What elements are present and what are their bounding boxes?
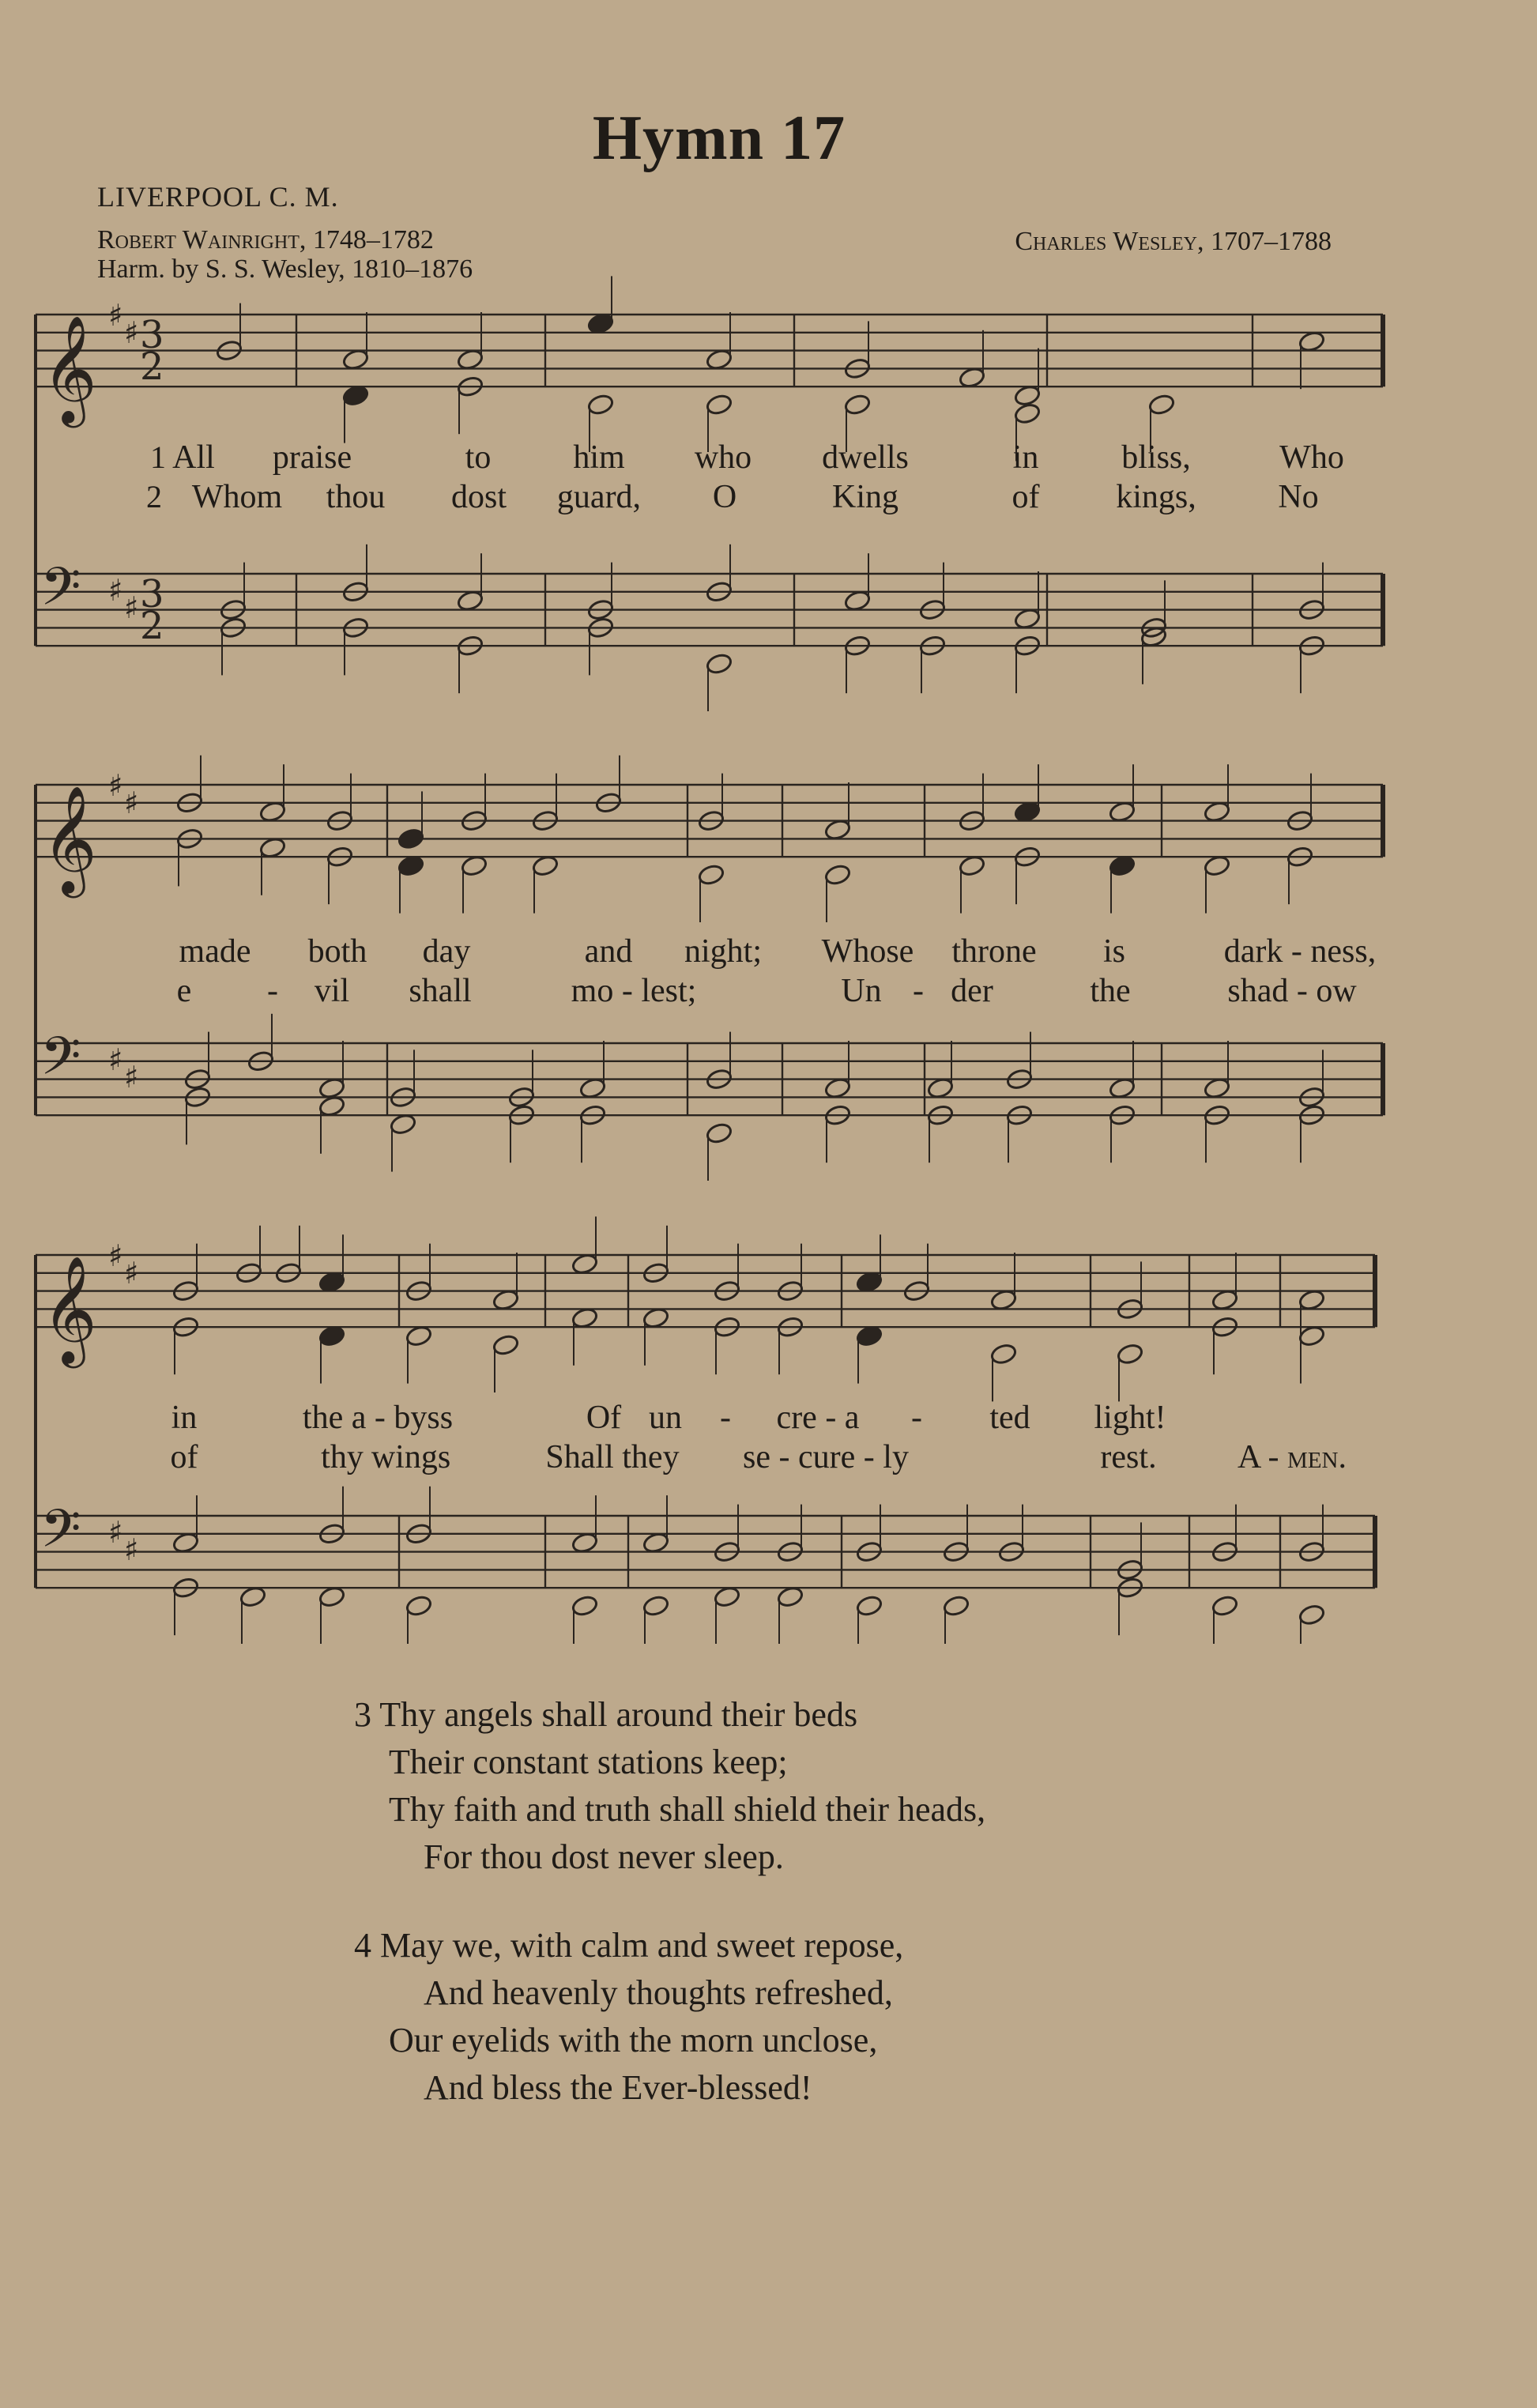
lyric-syllable: Shall they xyxy=(545,1439,680,1475)
sharp-icon: ♯ xyxy=(108,1515,123,1550)
lyric-syllable: der xyxy=(951,973,993,1009)
lyric-syllable: Whom xyxy=(191,479,283,515)
lyric-syllable: made xyxy=(179,933,251,970)
lyric-syllable: - xyxy=(267,973,278,1009)
lyric-syllable: - xyxy=(913,973,924,1009)
verse-number: 2 xyxy=(146,479,162,514)
sharp-icon: ♯ xyxy=(108,298,123,333)
lyric-syllable: wings xyxy=(371,1439,451,1475)
lyric-syllable: kings, xyxy=(1116,479,1196,515)
bass-note xyxy=(1013,607,1041,630)
lyric-syllable: night; xyxy=(684,933,763,970)
lyric-syllable: shad - ow xyxy=(1227,973,1357,1009)
lyric-syllable: and xyxy=(584,933,633,970)
stanza-line: Their constant stations keep; xyxy=(389,1743,788,1781)
lyric-syllable: light! xyxy=(1094,1400,1166,1436)
bass-note xyxy=(843,590,871,612)
lyric-syllable: thou xyxy=(326,479,386,515)
sharp-icon: ♯ xyxy=(124,1060,139,1095)
lyric-syllable: day xyxy=(422,933,471,970)
bass-note xyxy=(705,1121,733,1144)
treble-note xyxy=(642,1306,669,1329)
lyric-syllable: ted xyxy=(989,1400,1030,1436)
stanza-line: Thy faith and truth shall shield their heads, xyxy=(389,1790,986,1829)
time-signature-numerator: 3 xyxy=(140,313,164,357)
treble-note xyxy=(1108,801,1136,823)
sharp-icon: ♯ xyxy=(108,573,123,608)
stanza-line: Our eyelids with the morn unclose, xyxy=(389,2021,878,2059)
lyric-syllable: in xyxy=(171,1400,198,1436)
lyric-syllable: to xyxy=(465,439,492,476)
treble-note xyxy=(397,854,424,877)
bass-note xyxy=(1298,1603,1325,1626)
treble-note xyxy=(318,1271,345,1294)
lyric-syllable: throne xyxy=(951,933,1037,970)
treble-note xyxy=(460,854,488,877)
treble-note xyxy=(1298,330,1325,353)
time-signature-denominator: 2 xyxy=(140,345,164,389)
lyric-syllable: Who xyxy=(1279,439,1344,476)
lyric-syllable: thy xyxy=(321,1439,364,1475)
treble-note xyxy=(341,384,369,407)
bass-note xyxy=(776,1585,804,1608)
stanza-3 xyxy=(354,1691,985,1881)
treble-note xyxy=(705,348,733,371)
treble-clef-icon: 𝄞 xyxy=(42,784,97,894)
lyric-syllable: Un xyxy=(841,973,882,1009)
stanza-line: May we, with calm and sweet repose, xyxy=(380,1926,904,1965)
bass-note xyxy=(1203,1076,1230,1099)
stanza-line: And bless the Ever-blessed! xyxy=(424,2068,812,2107)
treble-note xyxy=(1013,384,1041,407)
treble-note xyxy=(586,393,614,416)
bass-note xyxy=(239,1585,266,1608)
stanza-number: 3 xyxy=(354,1695,371,1734)
bass-note xyxy=(318,1585,345,1608)
bass-note xyxy=(456,590,484,612)
treble-clef-icon: 𝄞 xyxy=(42,1254,97,1364)
treble-note xyxy=(989,1343,1017,1366)
bass-note xyxy=(318,1095,345,1117)
lyric-syllable: se - cure - ly xyxy=(743,1439,909,1475)
bass-note xyxy=(389,1113,416,1136)
sharp-icon: ♯ xyxy=(108,1238,123,1273)
lyric-syllable: in xyxy=(1012,439,1039,476)
treble-note xyxy=(571,1253,598,1276)
lyric-syllable: guard, xyxy=(556,479,642,515)
lyric-syllable: O xyxy=(712,479,737,515)
lyric-syllable: - xyxy=(720,1400,731,1436)
tune-name: LIVERPOOL C. M. xyxy=(97,181,339,213)
bass-note xyxy=(642,1532,669,1554)
bass-note xyxy=(855,1594,883,1617)
lyric-syllable: King xyxy=(832,479,898,515)
bass-note xyxy=(942,1594,970,1617)
treble-note xyxy=(1298,1288,1325,1311)
sharp-icon: ♯ xyxy=(108,768,123,803)
lyric-syllable: dost xyxy=(450,479,507,515)
treble-note xyxy=(341,348,369,371)
stanza-4 xyxy=(354,1922,903,2112)
bass-clef-icon: 𝄢 xyxy=(40,556,81,630)
treble-note xyxy=(843,393,871,416)
lyric-syllable: un xyxy=(649,1400,682,1436)
bass-note xyxy=(318,1076,345,1099)
treble-note xyxy=(1116,1343,1143,1366)
stanza-line: Thy angels shall around their beds xyxy=(379,1695,858,1734)
treble-note xyxy=(318,1325,345,1347)
treble-note xyxy=(989,1288,1017,1311)
lyric-syllable: of xyxy=(170,1439,198,1475)
lyric-syllable: who xyxy=(694,439,752,476)
lyric-syllable: praise xyxy=(272,439,352,476)
author-credit: Charles Wesley, 1707–1788 xyxy=(1015,227,1332,256)
lyric-syllable: - xyxy=(911,1400,922,1436)
treble-note xyxy=(258,801,286,823)
lyric-syllable: dark - ness, xyxy=(1223,933,1377,970)
treble-note xyxy=(1203,801,1230,823)
bass-note xyxy=(571,1594,598,1617)
treble-note xyxy=(958,854,985,877)
lyric-syllable: No xyxy=(1278,479,1319,515)
treble-note xyxy=(1203,854,1230,877)
treble-note xyxy=(823,818,851,841)
lyric-syllable: the a - byss xyxy=(302,1400,454,1436)
lyric-syllable: All xyxy=(172,439,215,476)
bass-note xyxy=(642,1594,669,1617)
treble-note xyxy=(1013,402,1041,425)
stanza-line: And heavenly thoughts refreshed, xyxy=(424,1973,893,2012)
treble-note xyxy=(823,863,851,886)
bass-note xyxy=(823,1076,851,1099)
treble-note xyxy=(397,827,424,850)
treble-note xyxy=(456,348,484,371)
treble-note xyxy=(1108,854,1136,877)
composer-credit: Robert Wainright, 1748–1782 xyxy=(97,225,434,254)
bass-note xyxy=(571,1532,598,1554)
treble-note xyxy=(586,312,614,335)
lyric-syllable: shall xyxy=(409,973,472,1009)
sharp-icon: ♯ xyxy=(124,1256,139,1291)
stanza-line: For thou dost never sleep. xyxy=(424,1837,784,1876)
bass-note xyxy=(578,1076,606,1099)
treble-note xyxy=(405,1325,432,1347)
lyric-syllable: A - men. xyxy=(1238,1439,1347,1475)
treble-note xyxy=(531,854,559,877)
sharp-icon: ♯ xyxy=(124,590,139,625)
treble-note xyxy=(571,1306,598,1329)
treble-note xyxy=(1147,393,1175,416)
lyric-syllable: Of xyxy=(586,1400,622,1436)
sharp-icon: ♯ xyxy=(108,1042,123,1077)
bass-note xyxy=(926,1076,954,1099)
lyric-syllable: mo - lest; xyxy=(571,973,697,1009)
hymn-title: Hymn 17 xyxy=(592,104,846,173)
lyric-syllable: both xyxy=(307,933,367,970)
treble-note xyxy=(258,836,286,859)
bass-note xyxy=(705,652,733,675)
lyric-syllable: e xyxy=(176,973,192,1009)
lyric-syllable: dwells xyxy=(822,439,909,476)
lyric-syllable: of xyxy=(1011,479,1040,515)
lyric-syllable: cre - a xyxy=(776,1400,860,1436)
treble-note xyxy=(697,863,725,886)
treble-note xyxy=(492,1333,519,1356)
bass-note xyxy=(1108,1076,1136,1099)
treble-note xyxy=(1013,801,1041,823)
bass-note xyxy=(405,1594,432,1617)
lyric-syllable: Whose xyxy=(821,933,914,970)
treble-note xyxy=(958,366,985,389)
lyric-syllable: rest. xyxy=(1100,1439,1157,1475)
bass-clef-icon: 𝄢 xyxy=(40,1026,81,1099)
bass-note xyxy=(1211,1594,1238,1617)
time-signature-denominator: 2 xyxy=(140,604,164,648)
treble-note xyxy=(855,1325,883,1347)
lyric-syllable: the xyxy=(1090,973,1131,1009)
treble-note xyxy=(1298,1325,1325,1347)
lyric-syllable: vil xyxy=(314,973,350,1009)
sharp-icon: ♯ xyxy=(124,1532,139,1567)
treble-note xyxy=(1211,1288,1238,1311)
harmonizer-credit: Harm. by S. S. Wesley, 1810–1876 xyxy=(97,254,473,284)
verse-number: 1 xyxy=(150,439,166,475)
stanza-number: 4 xyxy=(354,1926,371,1965)
treble-clef-icon: 𝄞 xyxy=(42,314,97,424)
bass-clef-icon: 𝄢 xyxy=(40,1498,81,1572)
lyric-syllable: him xyxy=(573,439,625,476)
sharp-icon: ♯ xyxy=(124,786,139,820)
bass-note xyxy=(171,1532,199,1554)
treble-note xyxy=(492,1288,519,1311)
sharp-icon: ♯ xyxy=(124,315,139,350)
time-signature-numerator: 3 xyxy=(140,572,164,616)
treble-note xyxy=(705,393,733,416)
lyric-syllable: bliss, xyxy=(1121,439,1191,476)
lyric-syllable: is xyxy=(1102,933,1126,970)
treble-note xyxy=(855,1271,883,1294)
bass-note xyxy=(713,1585,740,1608)
